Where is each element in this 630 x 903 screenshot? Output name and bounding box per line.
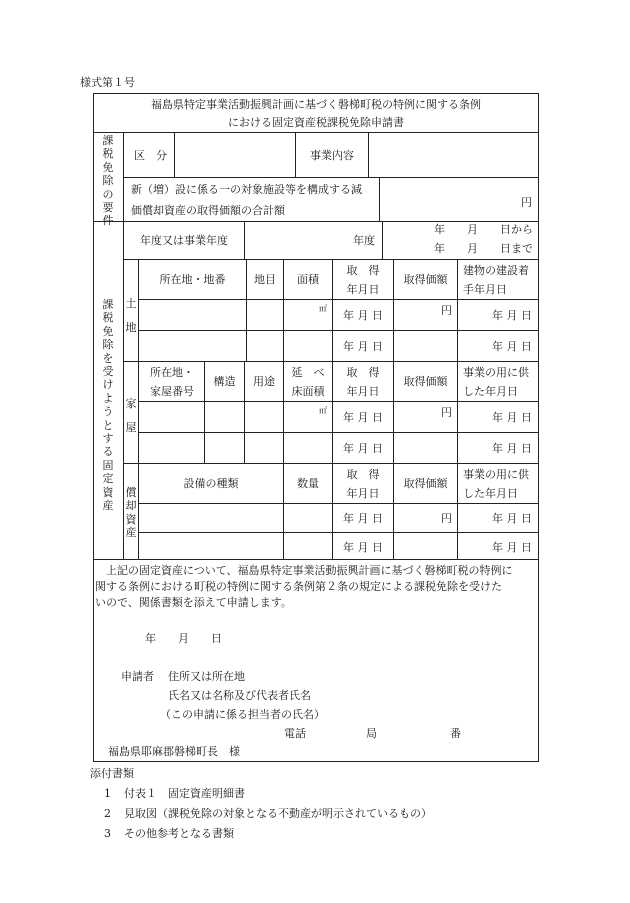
house-col-acq-date-2: 年月日 (346, 385, 380, 398)
business-label: 事業内容 (310, 149, 354, 162)
attachment-num-2: 2 (104, 807, 111, 820)
attachment-text-3: その他参考となる書類 (124, 827, 234, 840)
attachments-heading: 添付書類 (90, 767, 134, 780)
form-number: 様式第１号 (80, 76, 135, 89)
applicant-contact-label: （この申請に係る担当者の氏名） (160, 708, 325, 721)
house-floor-unit: ㎡ (319, 406, 327, 415)
house-use-date-1: 年 月 日 (492, 411, 532, 424)
fiscal-year-suffix: 年度 (353, 234, 375, 247)
land-side-label: 土 地 (125, 297, 137, 334)
phone-number: 番 (450, 727, 461, 740)
phone-label: 電話 (284, 727, 306, 740)
depreciable-use-date-1: 年 月 日 (492, 512, 532, 525)
land-col-bldg-1: 建物の建設着 (463, 264, 529, 277)
land-price-yen-1: 円 (441, 304, 452, 317)
house-price-yen-1: 円 (441, 406, 452, 419)
declaration-date: 年 月 日 (145, 632, 222, 645)
attachment-text-1: 付表１ 固定資産明細書 (124, 787, 245, 800)
land-area-unit: ㎡ (319, 304, 327, 313)
business-field[interactable] (369, 133, 537, 176)
house-acq-date-1: 年 月 日 (343, 411, 383, 424)
land-col-location: 所在地・地番 (159, 273, 226, 286)
fiscal-year-label: 年度又は事業年度 (140, 234, 228, 247)
attachment-text-2: 見取図（課税免除の対象となる不動産が明示されているもの） (124, 807, 432, 820)
depreciable-col-use-date-2: した年月日 (463, 487, 518, 500)
declaration-text: 上記の固定資産について、福島県特定事業活動振興計画に基づく磐梯町税の特例に 関する条例における町税の特例に関する条例第２条の規定による課税免除を受けた いので、関係書類を添えて申請します。 (95, 564, 513, 609)
house-col-floor-2: 床面積 (291, 385, 325, 398)
applicant-label: 申請者 (121, 670, 154, 683)
house-col-floor-1: 延 べ (291, 366, 325, 379)
category-label: 区 分 (134, 149, 167, 162)
house-col-use: 用途 (253, 375, 275, 388)
category-field[interactable] (175, 133, 294, 176)
depreciable-col-acq-price: 取得価額 (403, 477, 448, 490)
house-col-location-1: 所在地・ (150, 366, 194, 379)
assets-side-label: 課 税 免 除 を 受 け よ う と す る 固 定 資 産 (102, 298, 114, 513)
attachment-num-1: 1 (104, 787, 111, 800)
house-col-acq-price: 取得価額 (403, 375, 448, 388)
form-title-line1: 福島県特定事業活動振興計画に基づく磐梯町税の特例に関する条例 (151, 98, 481, 111)
land-col-acq-date-1: 取 得 (346, 264, 380, 277)
form-title-line2: における固定資産税課税免除申請書 (228, 116, 404, 129)
house-acq-date-2: 年 月 日 (343, 442, 383, 455)
depreciable-col-acq-date-1: 取 得 (346, 468, 380, 481)
period-to: 年 月 日まで (434, 242, 533, 255)
land-col-bldg-2: 手年月日 (463, 283, 507, 296)
land-col-acq-date-2: 年月日 (346, 283, 380, 296)
depreciable-price-yen-1: 円 (441, 512, 452, 525)
land-acq-date-1: 年 月 日 (343, 309, 383, 322)
depreciable-col-use-date-1: 事業の用に供 (463, 468, 529, 481)
new-facility-label-line2: 価償却資産の取得価額の合計額 (131, 204, 285, 217)
addressee: 福島県耶麻郡磐梯町長 様 (108, 745, 240, 758)
house-col-acq-date-1: 取 得 (346, 366, 380, 379)
applicant-name-label: 氏名又は名称及び代表者氏名 (168, 689, 311, 702)
depreciable-acq-date-2: 年 月 日 (343, 541, 383, 554)
land-bldg-date-2: 年 月 日 (492, 340, 532, 353)
house-col-structure: 構造 (213, 375, 236, 388)
depreciable-col-type: 設備の種類 (183, 477, 239, 490)
land-acq-date-2: 年 月 日 (343, 340, 383, 353)
depreciable-use-date-2: 年 月 日 (492, 541, 532, 554)
attachment-num-3: 3 (104, 827, 111, 840)
acquisition-total-yen: 円 (521, 196, 532, 209)
house-col-use-date-2: した年月日 (463, 385, 518, 398)
new-facility-label-line1: 新（増）設に係る一の対象施設等を構成する減 (131, 183, 362, 196)
land-col-category: 地目 (254, 273, 276, 286)
depreciable-col-acq-date-2: 年月日 (346, 487, 380, 500)
depreciable-col-qty: 数量 (297, 477, 319, 490)
house-col-location-2: 家屋番号 (150, 385, 194, 398)
land-bldg-date-1: 年 月 日 (492, 309, 532, 322)
house-use-date-2: 年 月 日 (492, 442, 532, 455)
house-side-label: 家 屋 (125, 397, 137, 434)
applicant-address-label: 住所又は所在地 (168, 670, 245, 683)
land-col-acq-price: 取得価額 (403, 273, 448, 286)
phone-office: 局 (366, 727, 377, 740)
house-col-use-date-1: 事業の用に供 (463, 366, 529, 379)
depreciable-acq-date-1: 年 月 日 (343, 512, 383, 525)
period-from: 年 月 日から (434, 223, 533, 236)
depreciable-side-label: 償 却 資 産 (125, 486, 137, 540)
land-col-area: 面積 (297, 273, 319, 286)
requirements-side-label: 課 税 免 除 の 要 件 (102, 134, 114, 228)
